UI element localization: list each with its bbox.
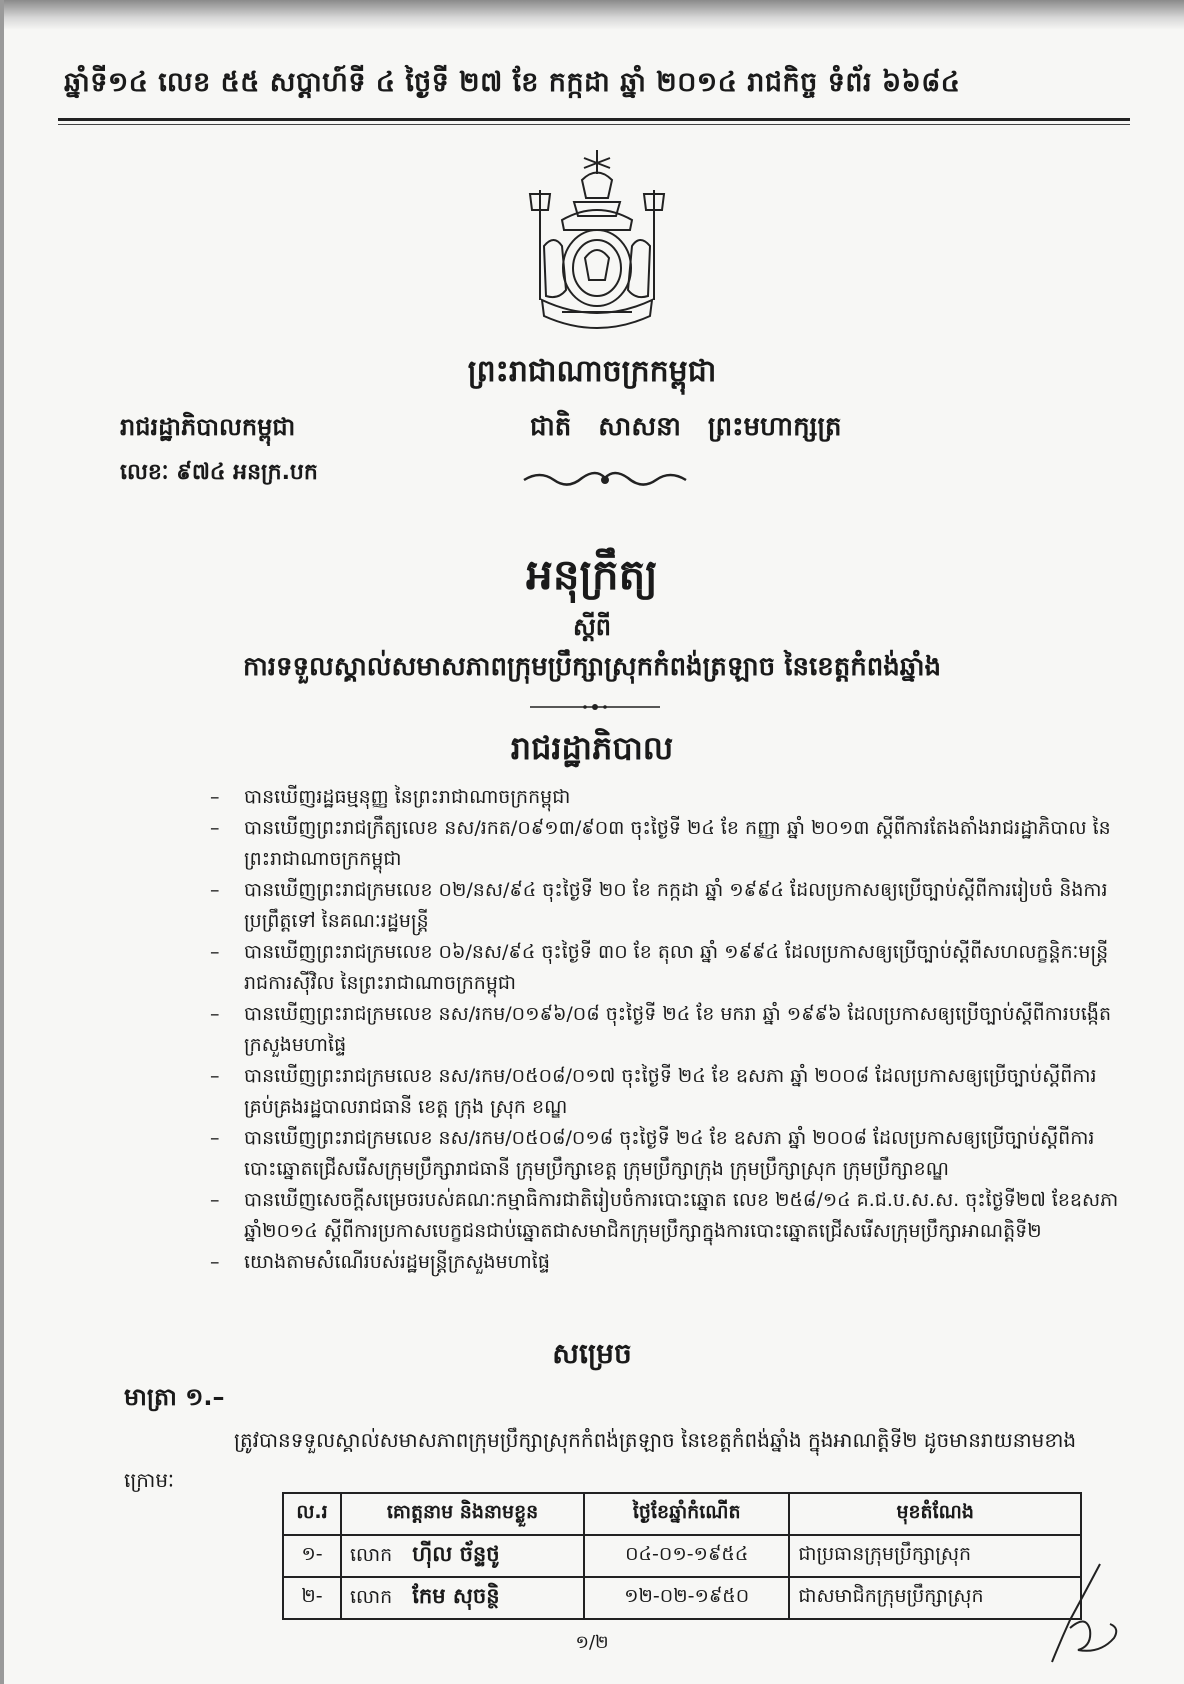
document-subject: ការទទួលស្គាល់សមាសភាពក្រុមប្រឹក្សាស្រុកកំពង់ត្រឡាច នៃខេត្តកំពង់ឆ្នាំង (242, 652, 942, 682)
kingdom-name: ព្រះរាជាណាចក្រកម្ពុជា (467, 354, 717, 389)
consideration-item: – បានឃើញរដ្ឋធម្មនុញ្ញ នៃព្រះរាជាណាចក្រកម្ពុជា (210, 782, 1120, 813)
member-position: ជាប្រធានក្រុមប្រឹក្សាស្រុក (789, 1535, 1081, 1577)
member-birthdate: ០៤-០១-១៩៥៤ (584, 1535, 789, 1577)
header-rule (58, 118, 1130, 121)
column-header-birthdate: ថ្ងៃខែឆ្នាំកំណើត (584, 1493, 789, 1535)
issuer-heading: រាជរដ្ឋាភិបាល (510, 729, 674, 767)
consideration-item: – បានឃើញព្រះរាជក្រឹត្យលេខ នស/រកត/០៩១៣/៩០៣ ចុះថ្ងៃទី ២៤ ខែ កញ្ញា ឆ្នាំ ២០១៣ ស្តីពីការតែងតាំងរាជរដ្ឋាភិបាល នៃព្រះរាជាណាចក្រកម្ពុជា (210, 813, 1120, 875)
consideration-item: – បានឃើញព្រះរាជក្រមលេខ នស/រកម/០១៩៦/០៨ ចុះថ្ងៃទី ២៤ ខែ មករា ឆ្នាំ ១៩៩៦ ដែលប្រកាសឲ្យប្រើច្បាប់ស្តីពីការបង្កើតក្រសួងមហាផ្ទៃ (210, 999, 1120, 1061)
column-header-number: ល.រ (283, 1493, 341, 1535)
column-header-position: មុខតំណែង (789, 1493, 1081, 1535)
consideration-item: – បានឃើញព្រះរាជក្រមលេខ ០២/នស/៩៤ ចុះថ្ងៃទី ២០ ខែ កក្កដា ឆ្នាំ ១៩៩៤ ដែលប្រកាសឲ្យប្រើច្បាប់ស្តីពីការរៀបចំ និងការប្រព្រឹត្តទៅ នៃគណៈរដ្ឋមន្ត្រី (210, 875, 1120, 937)
consideration-item: – បានឃើញសេចក្តីសម្រេចរបស់គណៈកម្មាធិការជាតិរៀបចំការបោះឆ្នោត លេខ ២៥៨/១៤ គ.ជ.ប.ស.ស. ចុះថ្ងៃទី២៧ ខែឧសភា ឆ្នាំ២០១៤ ស្តីពីការប្រកាសបេក្ខជនជាប់ឆ្នោតជាសមាជិកក្រុមប្រឹក្សាក្នុងការបោះឆ្នោតជ្រើសរើសក្រុមប្រឹក្សាអាណត្តិទី២ (210, 1185, 1120, 1247)
decision-heading: សម្រេច (552, 1337, 632, 1370)
ornament-divider-icon (520, 466, 690, 490)
member-name: ហ៊ីល ច័ន្ទថូ (412, 1541, 500, 1566)
row-number: ២- (283, 1577, 341, 1619)
member-title: លោក (350, 1543, 393, 1566)
consideration-item: – យោងតាមសំណើរបស់រដ្ឋមន្ត្រីក្រសួងមហាផ្ទៃ (210, 1247, 1120, 1278)
member-name: កែម សុចន្ថិ (412, 1583, 500, 1608)
small-ornament-icon (530, 700, 660, 714)
document-type-title: អនុក្រឹត្យ (526, 550, 658, 599)
consideration-item: – បានឃើញព្រះរាជក្រមលេខ នស/រកម/០៥០៨/០១៨ ចុះថ្ងៃទី ២៤ ខែ ឧសភា ឆ្នាំ ២០០៨ ដែលប្រកាសឲ្យប្រើច្បាប់ស្តីពីការបោះឆ្នោតជ្រើសរើសក្រុមប្រឹក្សារាជធានី ក្រុមប្រឹក្សាខេត្ត ក្រុមប្រឹក្សាក្រុង ក្រុមប្រឹក្សាស្រុក ក្រុមប្រឹក្សាខណ្ឌ (210, 1123, 1120, 1185)
consideration-item: – បានឃើញព្រះរាជក្រមលេខ នស/រកម/០៥០៨/០១៧ ចុះថ្ងៃទី ២៤ ខែ ឧសភា ឆ្នាំ ២០០៨ ដែលប្រកាសឲ្យប្រើច្បាប់ស្តីពីការគ្រប់គ្រងរដ្ឋបាលរាជធានី ខេត្ត ក្រុង ស្រុក ខណ្ឌ (210, 1061, 1120, 1123)
article-heading: មាត្រា ១.– (124, 1383, 225, 1411)
header-rule-thin (58, 124, 1130, 125)
considerations-list (210, 782, 1120, 1278)
royal-coat-of-arms-icon (522, 150, 672, 340)
consideration-item: – បានឃើញព្រះរាជក្រមលេខ ០៦/នស/៩៤ ចុះថ្ងៃទី ៣០ ខែ តុលា ឆ្នាំ ១៩៩៤ ដែលប្រកាសឲ្យប្រើច្បាប់ស្តីពីសហលក្ខន្តិកៈមន្ត្រីរាជការស៊ីវិល នៃព្រះរាជាណាចក្រកម្ពុជា (210, 937, 1120, 999)
table-row (283, 1577, 1081, 1619)
table-row (283, 1535, 1081, 1577)
scan-left-edge (0, 0, 4, 1684)
scan-edge (0, 0, 1184, 30)
member-position: ជាសមាជិកក្រុមប្រឹក្សាស្រុក (789, 1577, 1081, 1619)
member-title: លោក (350, 1585, 393, 1608)
column-header-name: គោត្តនាម និងនាមខ្លួន (341, 1493, 584, 1535)
member-name-cell (341, 1535, 584, 1577)
council-members-table (282, 1492, 1082, 1620)
member-name-cell (341, 1577, 584, 1619)
member-birthdate: ១២-០២-១៩៥០ (584, 1577, 789, 1619)
national-motto: ជាតិ សាសនា ព្រះមហាក្សត្រ (530, 412, 842, 442)
gazette-header: ឆ្នាំទី១៤ លេខ ៥៥ សប្តាហ៍ទី ៤ ថ្ងៃទី ២៧ ខែ កក្កដា ឆ្នាំ ២០១៤ រាជកិច្ច ទំព័រ ៦៦៨៤ (64, 67, 961, 98)
document-about-label: ស្តីពី (572, 613, 612, 641)
table-header-row (283, 1493, 1081, 1535)
document-number: លេខៈ ៩៧៤ អនក្រ.បក (120, 460, 318, 485)
page-number: ១/២ (575, 1632, 609, 1653)
article-body: ត្រូវបានទទួលស្គាល់សមាសភាពក្រុមប្រឹក្សាស្រុកកំពង់ត្រឡាច នៃខេត្តកំពង់ឆ្នាំង ក្នុងអាណត្តិទី២ ដូចមានរាយនាមខាងក្រោមៈ (124, 1428, 1077, 1492)
row-number: ១- (283, 1535, 341, 1577)
issuing-government: រាជរដ្ឋាភិបាលកម្ពុជា (120, 413, 296, 441)
